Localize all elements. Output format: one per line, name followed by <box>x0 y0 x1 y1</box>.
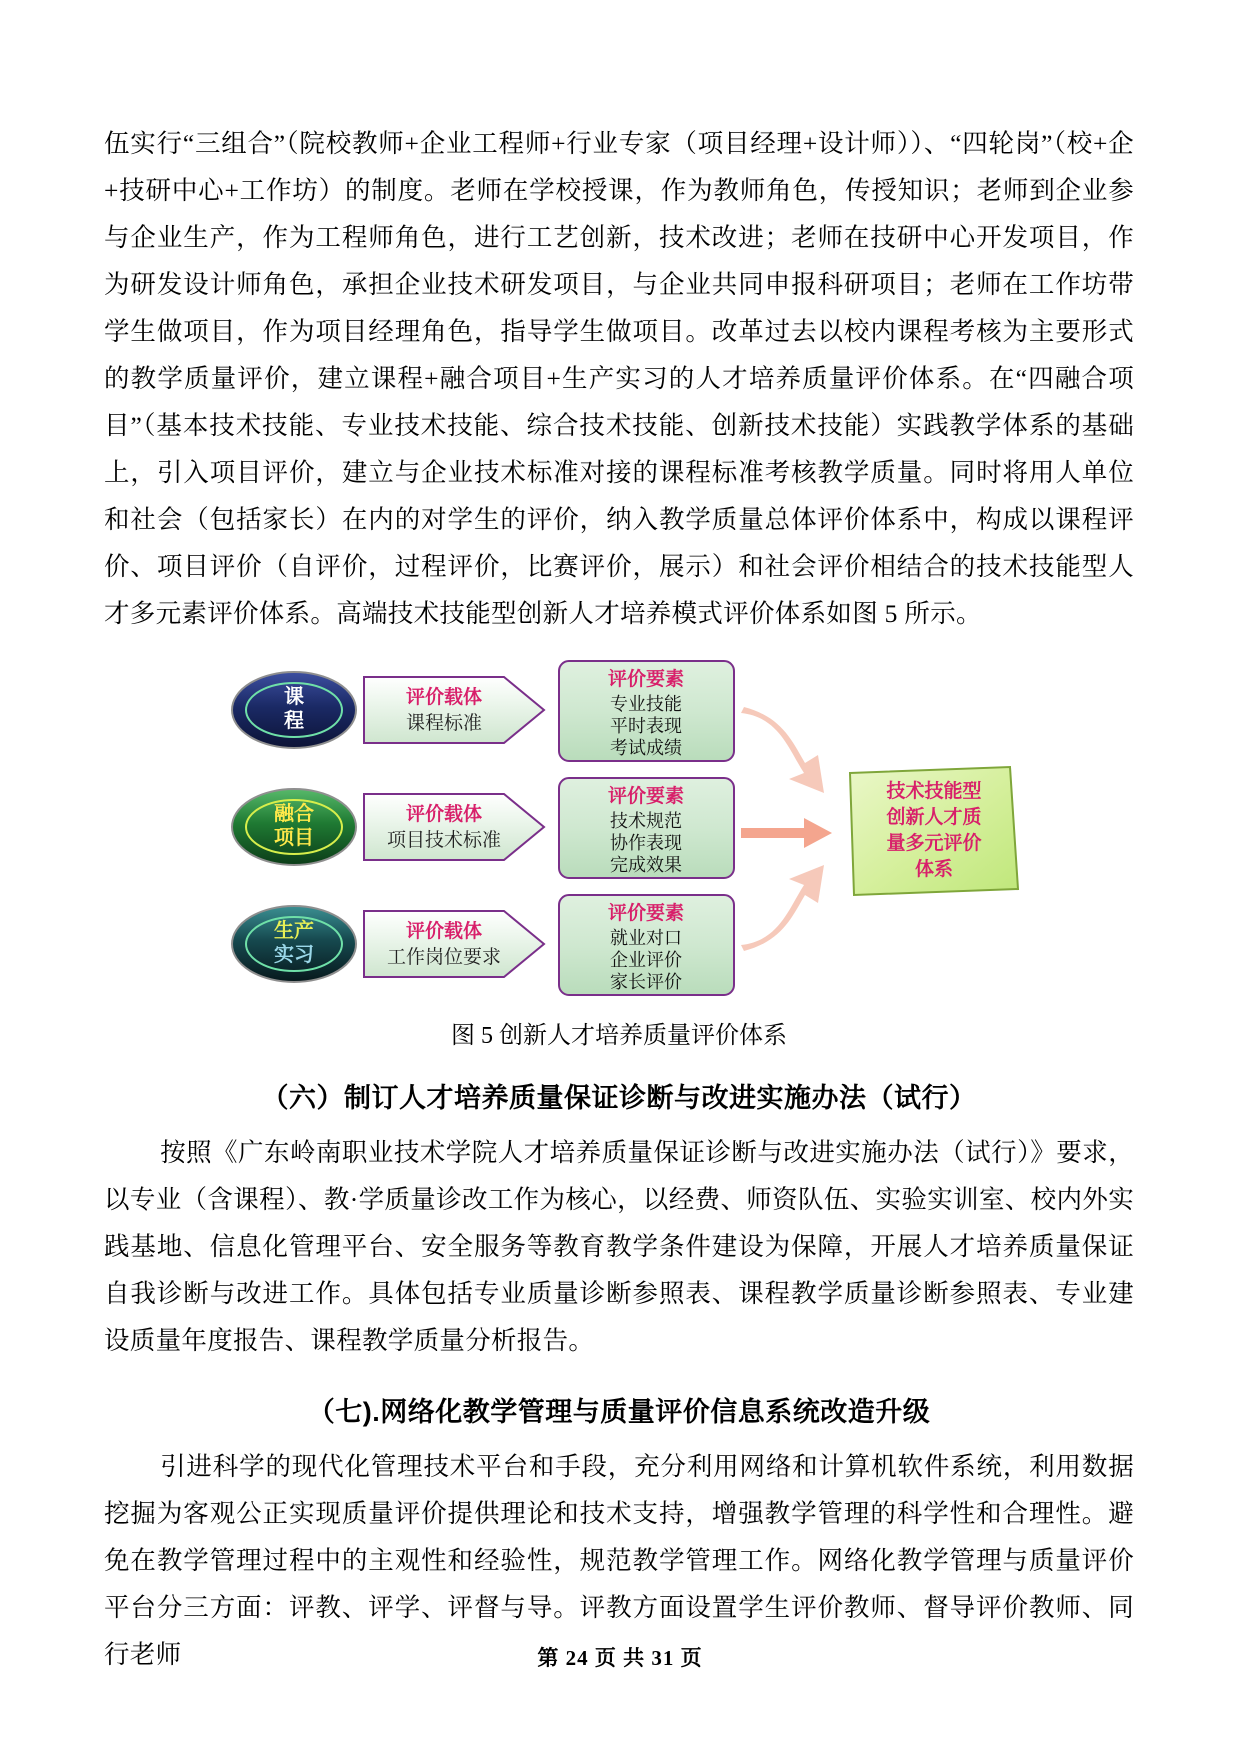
svg-text:项目: 项目 <box>274 827 314 849</box>
svg-text:家长评价: 家长评价 <box>610 972 682 992</box>
evaluation-system-diagram <box>204 655 1034 1005</box>
svg-text:企业评价: 企业评价 <box>610 950 682 970</box>
svg-text:技术规范: 技术规范 <box>610 811 682 831</box>
page-content <box>104 120 1134 1678</box>
svg-text:协作表现: 协作表现 <box>610 833 682 853</box>
svg-text:课程标准: 课程标准 <box>405 713 483 734</box>
svg-text:生产: 生产 <box>274 920 314 942</box>
svg-text:评价载体: 评价载体 <box>405 687 483 708</box>
page-footer: 第 24 页 共 31 页 <box>537 1646 703 1670</box>
svg-text:技术技能型: 技术技能型 <box>886 781 982 802</box>
svg-text:融合: 融合 <box>274 803 314 825</box>
svg-text:创新人才质: 创新人才质 <box>886 807 982 828</box>
svg-text:课: 课 <box>284 686 304 708</box>
heading-section-six: （六）制订人才培养质量保证诊断与改进实施办法（试行） <box>261 1083 977 1113</box>
svg-text:评价要素: 评价要素 <box>607 903 685 924</box>
svg-text:项目技术标准: 项目技术标准 <box>386 830 502 851</box>
diagram-row-3 <box>232 865 824 995</box>
paragraph-section-seven: 引进科学的现代化管理技术平台和手段，充分利用网络和计算机软件系统，利用数据挖掘为客观公正实现质量评价提供理论和技术支持，增强教学管理的科学性和合理性。避免在教学管理过程中的主观性和经验性，规范教学管理工作。网络化教学管理与质量评价平台分三方面：评教、评学、评督与导。评教方面设置学生评价教师、督导评价教师、同行老师 <box>104 1452 1134 1669</box>
svg-text:评价载体: 评价载体 <box>405 921 483 942</box>
svg-text:评价载体: 评价载体 <box>405 804 483 825</box>
svg-text:评价要素: 评价要素 <box>607 669 685 690</box>
svg-text:体系: 体系 <box>914 859 954 880</box>
paragraph-section-six: 按照《广东岭南职业技术学院人才培养质量保证诊断与改进实施办法（试行）》要求，以专业（含课程）、教·学质量诊改工作为核心，以经费、师资队伍、实验实训室、校内外实践基地、信息化管理平台、安全服务等教育教学条件建设为保障，开展人才培养质量保证自我诊断与改进工作。具体包括专业质量诊断参照表、课程教学质量诊断参照表、专业建设质量年度报告、课程教学质量分析报告。 <box>104 1138 1134 1355</box>
paragraph-continuation: 伍实行“三组合”（院校教师+企业工程师+行业专家（项目经理+设计师））、“四轮岗”（校+企+技研中心+工作坊）的制度。老师在学校授课，作为教师角色，传授知识；老师到企业参与企业生产，作为工程师角色，进行工艺创新，技术改进；老师在技研中心开发项目，作为研发设计师角色，承担企业技术研发项目，与企业共同申报科研项目；老师在工作坊带学生做项目，作为项目经理角色，指导学生做项目。改革过去以校内课程考核为主要形式的教学质量评价，建立课程+融合项目+生产实习的人才培养质量评价体系。在“四融合项目”（基本技术技能、专业技术技能、综合技术技能、创新技术技能）实践教学体系的基础上，引入项目评价，建立与企业技术标准对接的课程标准考核教学质量。同时将用人单位和社会（包括家长）在内的对学生的评价，纳入教学质量总体评价体系中，构成以课程评价、项目评价（自评价，过程评价，比赛评价，展示）和社会评价相结合的技术技能型人才多元素评价体系。高端技术技能型创新人才培养模式评价体系如图 5 所示。 <box>104 129 1134 628</box>
figure-5 <box>104 655 1134 1050</box>
svg-text:评价要素: 评价要素 <box>607 786 685 807</box>
figure-caption: 图 5 创新人才培养质量评价体系 <box>451 1023 787 1049</box>
diagram-row-1 <box>232 661 824 793</box>
diagram-row-2 <box>232 778 832 878</box>
svg-text:工作岗位要求: 工作岗位要求 <box>386 947 502 968</box>
svg-text:程: 程 <box>284 710 304 732</box>
diagram-result <box>850 767 1018 895</box>
svg-text:考试成绩: 考试成绩 <box>610 738 682 758</box>
svg-text:量多元评价: 量多元评价 <box>886 833 982 854</box>
svg-text:就业对口: 就业对口 <box>610 928 682 948</box>
svg-text:完成效果: 完成效果 <box>610 855 682 875</box>
svg-text:平时表现: 平时表现 <box>610 716 682 736</box>
heading-section-seven: （七).网络化教学管理与质量评价信息系统改造升级 <box>307 1397 931 1427</box>
svg-text:专业技能: 专业技能 <box>610 694 682 714</box>
svg-text:实习: 实习 <box>274 944 314 966</box>
